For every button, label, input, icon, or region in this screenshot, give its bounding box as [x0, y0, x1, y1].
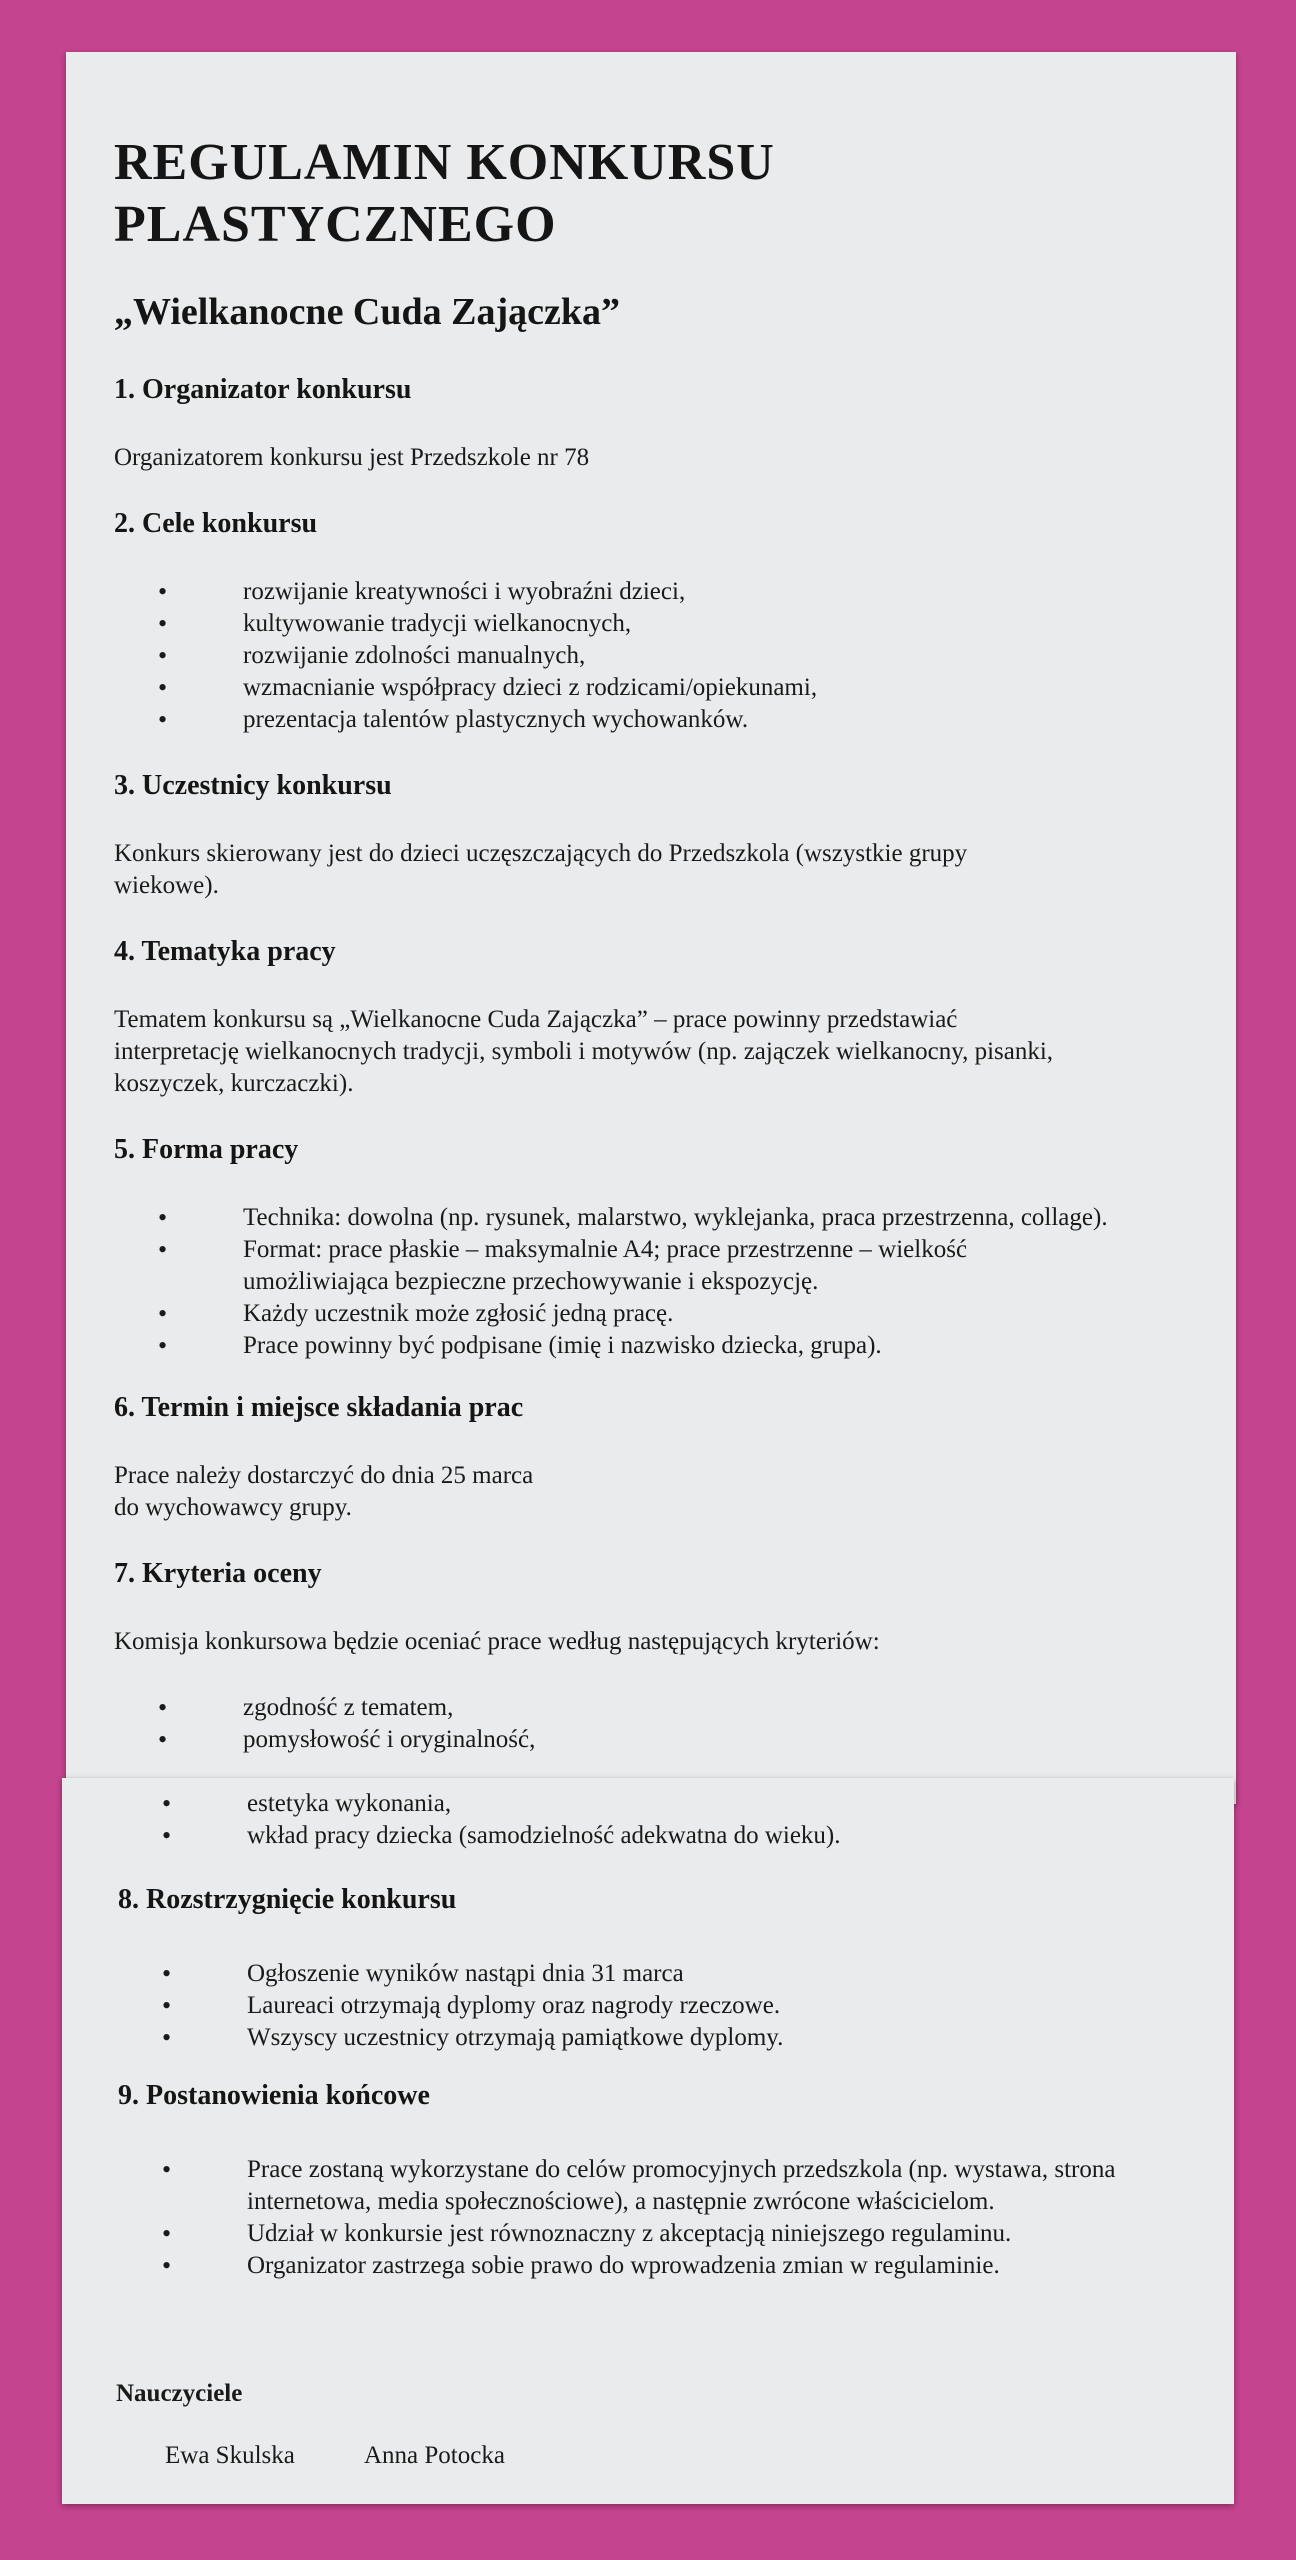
section-2-heading: 2. Cele konkursu — [114, 508, 318, 539]
section-6-text-line2: do wychowawcy grupy. — [114, 1494, 352, 1521]
section-1-text: Organizatorem konkursu jest Przedszkole nr 78 — [114, 444, 590, 471]
list-item: • Organizator zastrzega sobie prawo do wprowadzenia zmian w regulaminie. — [162, 2250, 1115, 2282]
list-item: • Ogłoszenie wyników nastąpi dnia 31 marca — [162, 1958, 783, 1990]
list-item: • pomysłowość i oryginalność, — [158, 1724, 535, 1756]
list-item: • zgodność z tematem, — [158, 1692, 535, 1724]
section-7-heading: 7. Kryteria oceny — [114, 1558, 322, 1589]
list-item: • wkład pracy dziecka (samodzielność adekwatna do wieku). — [162, 1820, 841, 1852]
list-item: • prezentacja talentów plastycznych wychowanków. — [158, 704, 817, 736]
list-item: • Udział w konkursie jest równoznaczny z akceptacją niniejszego regulaminu. — [162, 2218, 1115, 2250]
list-item: • Format: prace płaskie – maksymalnie A4; prace przestrzenne – wielkość — [158, 1234, 1108, 1266]
list-item-continuation-text: internetowa, media społecznościowe), a następnie zwrócone właścicielom. — [247, 2188, 995, 2215]
section-3-text-line1: Konkurs skierowany jest do dzieci uczęszczających do Przedszkola (wszystkie grupy — [114, 840, 968, 867]
section-8-heading: 8. Rozstrzygnięcie konkursu — [118, 1884, 457, 1915]
section-4-text-line3: koszyczek, kurczaczki). — [114, 1070, 354, 1097]
teacher-name-1: Ewa Skulska — [165, 2442, 295, 2469]
section-2-list — [158, 576, 817, 736]
list-item: • Prace powinny być podpisane (imię i nazwisko dziecka, grupa). — [158, 1330, 1108, 1362]
list-item: • kultywowanie tradycji wielkanocnych, — [158, 608, 817, 640]
list-item: • Każdy uczestnik może zgłosić jedną pracę. — [158, 1298, 1108, 1330]
list-item: • wzmacnianie współpracy dzieci z rodzicami/opiekunami, — [158, 672, 817, 704]
section-4-heading: 4. Tematyka pracy — [114, 936, 336, 967]
list-item-continuation — [158, 1266, 1108, 1298]
section-7-text: Komisja konkursowa będzie oceniać prace według następujących kryteriów: — [114, 1628, 880, 1655]
contest-name: „Wielkanocne Cuda Zajączka” — [114, 291, 621, 333]
list-item: • rozwijanie zdolności manualnych, — [158, 640, 817, 672]
document-title-line1: REGULAMIN KONKURSU — [114, 134, 775, 191]
section-3-heading: 3. Uczestnicy konkursu — [114, 770, 392, 801]
section-7-list-top — [158, 1692, 535, 1756]
list-item-continuation-text: umożliwiająca bezpieczne przechowywanie i ekspozycję. — [243, 1268, 819, 1295]
signature-heading: Nauczyciele — [116, 2380, 243, 2407]
section-4-text-line1: Tematem konkursu są „Wielkanocne Cuda Zajączka” – prace powinny przedstawiać — [114, 1006, 958, 1033]
teacher-name-2: Anna Potocka — [364, 2442, 505, 2469]
section-9-heading: 9. Postanowienia końcowe — [118, 2080, 430, 2111]
section-6-heading: 6. Termin i miejsce składania prac — [114, 1392, 524, 1423]
section-5-list — [158, 1202, 1108, 1362]
document-page-top — [66, 52, 1236, 1804]
section-7-list-bottom — [162, 1788, 841, 1852]
list-item: • rozwijanie kreatywności i wyobraźni dzieci, — [158, 576, 817, 608]
list-item: • Technika: dowolna (np. rysunek, malarstwo, wyklejanka, praca przestrzenna, collage). — [158, 1202, 1108, 1234]
document-page-bottom — [62, 1778, 1234, 2504]
section-3-text-line2: wiekowe). — [114, 872, 219, 899]
section-4-text-line2: interpretację wielkanocnych tradycji, symboli i motywów (np. zajączek wielkanocny, pisanki, — [114, 1038, 1054, 1065]
list-item: • Prace zostaną wykorzystane do celów promocyjnych przedszkola (np. wystawa, strona — [162, 2154, 1115, 2186]
section-5-heading: 5. Forma pracy — [114, 1134, 299, 1165]
section-9-list — [162, 2154, 1115, 2282]
section-8-list — [162, 1958, 783, 2054]
list-item-continuation — [162, 2186, 1115, 2218]
list-item: • estetyka wykonania, — [162, 1788, 841, 1820]
list-item: • Laureaci otrzymają dyplomy oraz nagrody rzeczowe. — [162, 1990, 783, 2022]
section-1-heading: 1. Organizator konkursu — [114, 374, 412, 405]
section-6-text-line1: Prace należy dostarczyć do dnia 25 marca — [114, 1462, 534, 1489]
list-item: • Wszyscy uczestnicy otrzymają pamiątkowe dyplomy. — [162, 2022, 783, 2054]
document-title-line2: PLASTYCZNEGO — [114, 196, 557, 253]
